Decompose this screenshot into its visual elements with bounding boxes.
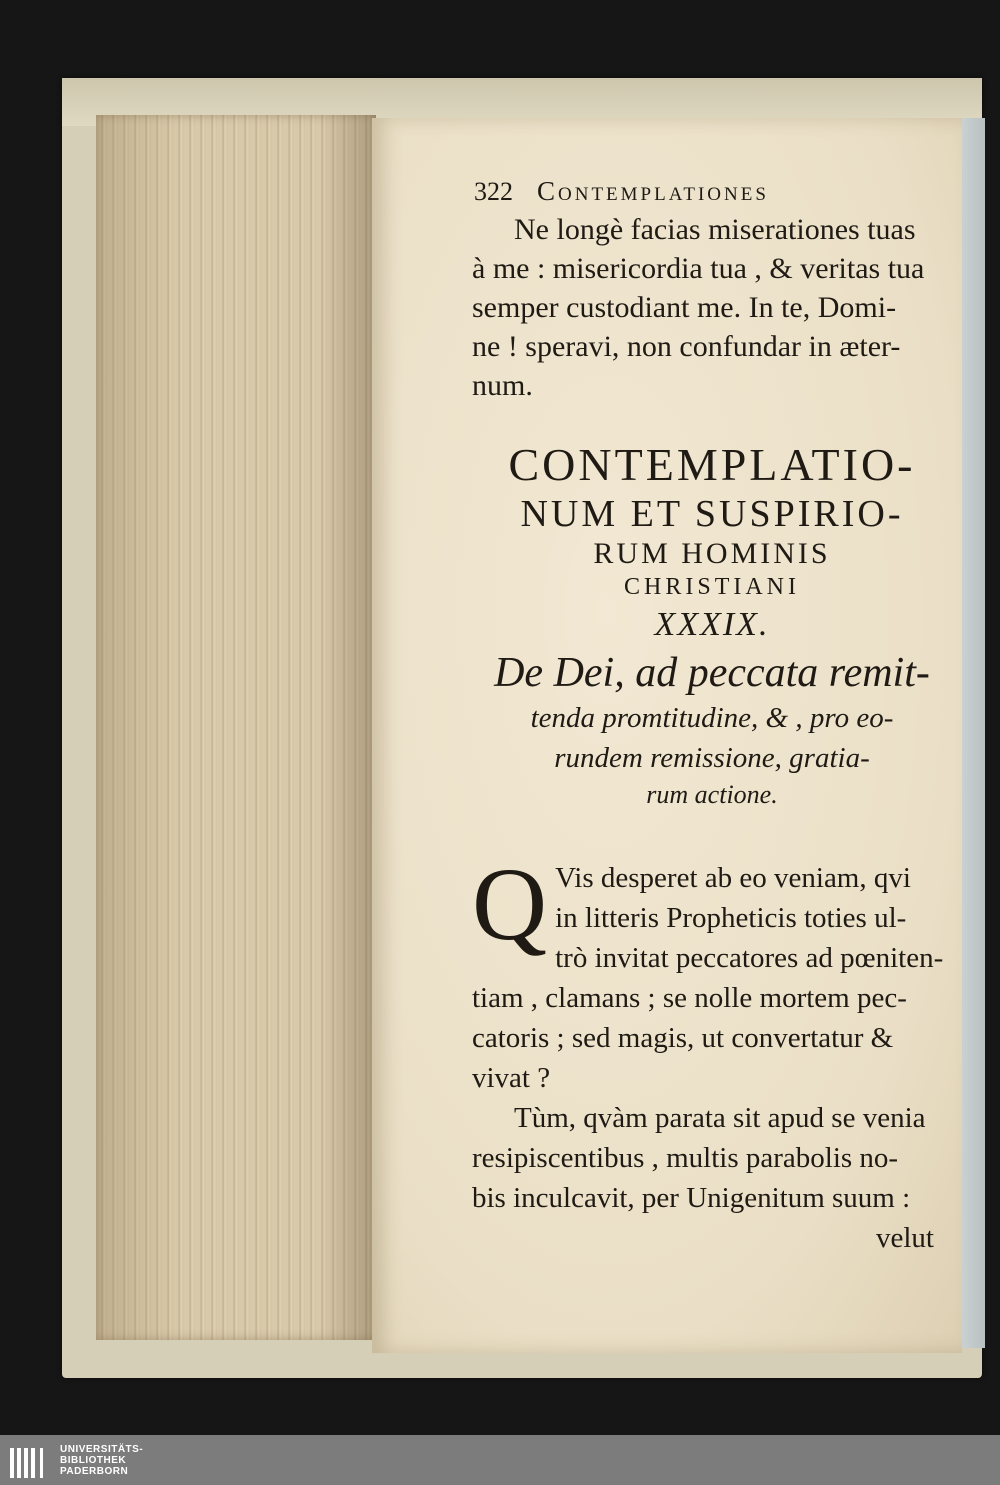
text-line: in litteris Propheticis toties ul-: [555, 902, 907, 934]
text-line: trò invitat peccatores ad pœniten-: [555, 942, 944, 974]
text-line: Tùm, qvàm parata sit apud se venia: [514, 1102, 926, 1134]
text-line: tiam , clamans ; se nolle mortem pec-: [472, 982, 907, 1014]
printed-page: [372, 118, 962, 1353]
drop-cap: Q: [472, 847, 548, 962]
page-number: 322: [474, 177, 513, 206]
running-header: [474, 176, 944, 207]
library-name-line: PADERBORN: [60, 1465, 129, 1477]
subtitle-line: tenda promtitudine, & , pro eo-: [530, 702, 894, 734]
title-line: RUM HOMINIS: [593, 537, 831, 570]
body-text: [472, 847, 944, 1258]
catchword: velut: [876, 1222, 934, 1254]
text-line: Vis desperet ab eo veniam, qvi: [555, 862, 911, 894]
library-logo-icon: [10, 1440, 52, 1480]
text-line: semper custodiant me. In te, Domi-: [472, 291, 897, 324]
text-line: num.: [472, 369, 533, 402]
text-line: vivat ?: [472, 1062, 551, 1094]
text-line: bis inculcavit, per Unigenitum suum :: [472, 1182, 911, 1214]
text-line: catoris ; sed magis, ut convertatur &: [472, 1022, 894, 1054]
title-line: CONTEMPLATIO-: [508, 439, 916, 490]
subtitle-line: rum actione.: [646, 780, 778, 809]
title-line: CHRISTIANI: [624, 574, 800, 600]
library-name: [60, 1444, 143, 1477]
library-name-line: UNIVERSITÄTS-: [60, 1443, 144, 1455]
chapter-numeral: XXXIX.: [654, 606, 770, 643]
top-paragraph: [472, 210, 932, 405]
page-edges: [96, 115, 376, 1340]
title-line: NUM ET SUSPIRIO-: [520, 493, 904, 535]
text-line: Ne longè facias miserationes tuas: [514, 213, 916, 246]
text-line: resipiscentibus , multis parabolis no-: [472, 1142, 899, 1174]
library-footer: [0, 1435, 1000, 1485]
library-name-line: BIBLIOTHEK: [60, 1454, 127, 1466]
text-line: à me : misericordia tua , & veritas tua: [472, 252, 925, 285]
running-title: Contemplationes: [537, 176, 769, 206]
subtitle-line: De Dei, ad peccata remit-: [494, 650, 930, 696]
chapter-title: [472, 438, 952, 812]
text-line: ne ! speravi, non confundar in æter-: [472, 330, 901, 363]
subtitle-line: rundem remissione, gratia-: [554, 742, 870, 774]
